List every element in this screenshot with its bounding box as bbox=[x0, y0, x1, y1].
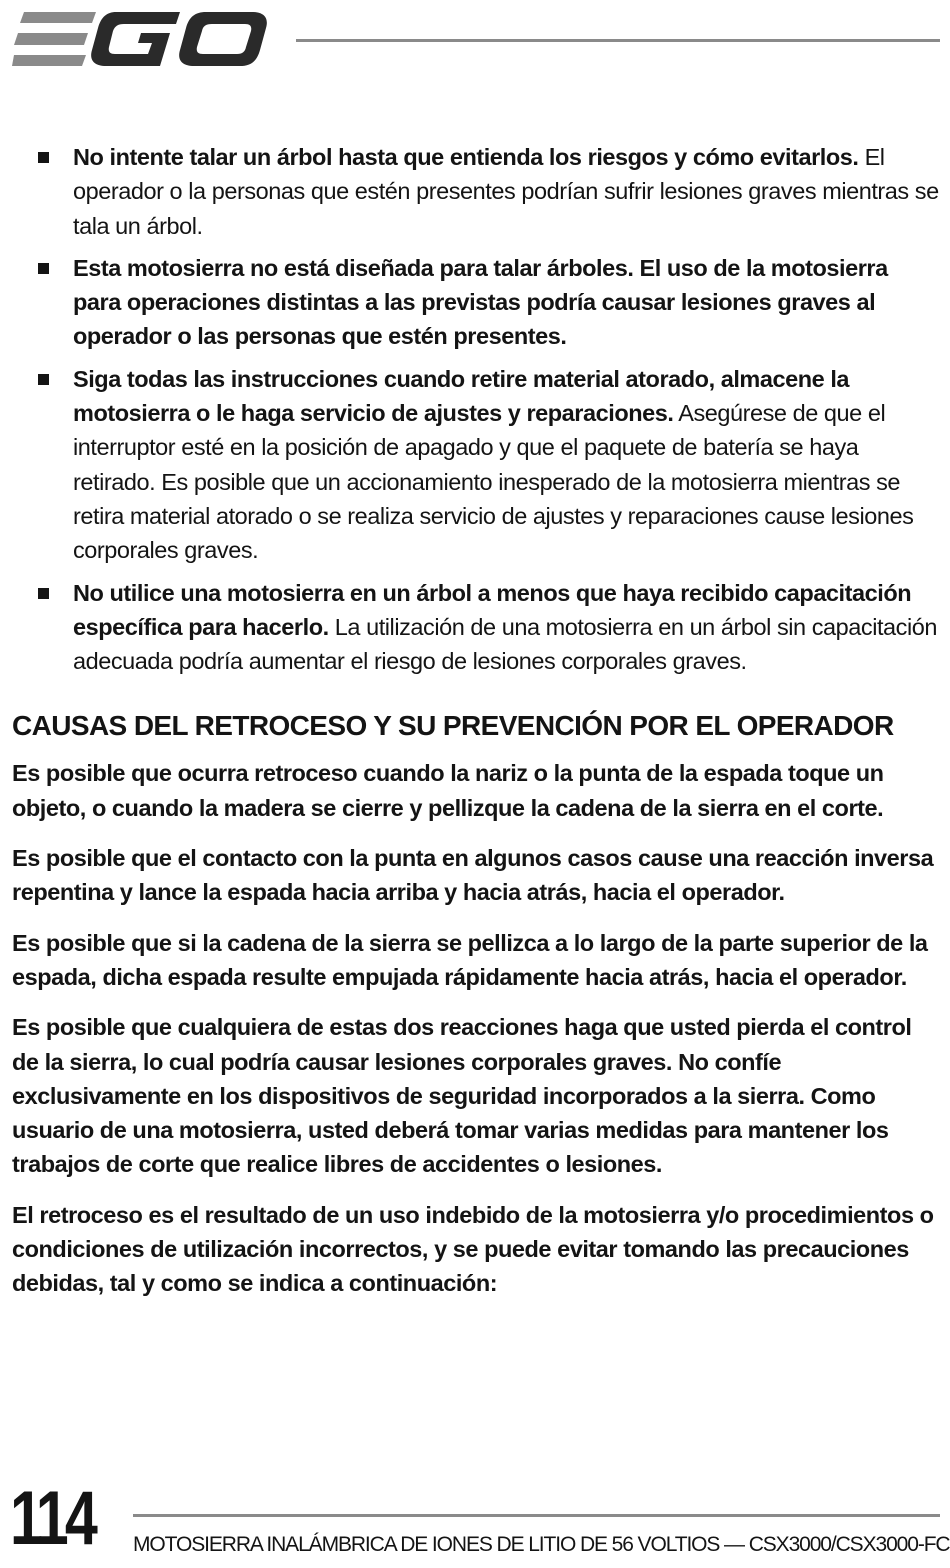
warning-list bbox=[12, 140, 940, 678]
logo-letter-e bbox=[12, 12, 96, 66]
header-rule bbox=[296, 39, 940, 42]
ego-logo bbox=[12, 10, 270, 68]
square-bullet-icon bbox=[38, 374, 49, 385]
warning-item bbox=[12, 362, 940, 568]
square-bullet-icon bbox=[38, 263, 49, 274]
page-footer bbox=[0, 1476, 950, 1568]
warning-bold-text: Siga todas las instrucciones cuando retire material atorado, almacene la motosierra o le haga servicio de ajustes y reparaciones. bbox=[73, 365, 850, 427]
square-bullet-icon bbox=[38, 588, 49, 599]
section-paragraph: Es posible que si la cadena de la sierra se pellizca a lo largo de la parte superior de la espada, dicha espada resulte empujada rápidamente hacia atrás, hacia el operador. bbox=[12, 929, 928, 990]
logo-letters-go bbox=[91, 12, 267, 66]
footer-product-title: MOTOSIERRA INALÁMBRICA DE IONES DE LITIO DE 56 VOLTIOS — CSX3000/CSX3000-FC bbox=[133, 1533, 950, 1556]
page-content bbox=[12, 140, 940, 1317]
square-bullet-icon bbox=[38, 152, 49, 163]
warning-normal-text: La utilización de una motosierra en un árbol sin capacitación adecuada podría aumentar el riesgo de lesiones corporales graves. bbox=[73, 613, 937, 675]
page-number: 114 bbox=[10, 1476, 94, 1561]
warning-item bbox=[12, 140, 940, 243]
section-paragraph: Es posible que cualquiera de estas dos reacciones haga que usted pierda el control de la sierra, lo cual podría causar lesiones corporales graves. No confíe exclusivamente en los dispositivos de seguridad incorporados a la sierra. Como usuario de una motosierra, usted deberá tomar varias medidas para mantener los trabajos de corte que realice libres de accidentes o lesiones. bbox=[12, 1014, 912, 1178]
section-paragraph: Es posible que ocurra retroceso cuando la nariz o la punta de la espada toque un objeto, o cuando la madera se cierre y pellizque la cadena de la sierra en el corte. bbox=[12, 760, 884, 821]
section-paragraph: El retroceso es el resultado de un uso indebido de la motosierra y/o procedimientos o condiciones de utilización incorrectos, y se puede evitar tomando las precauciones debidas, tal y como se indica a continuación: bbox=[12, 1201, 934, 1297]
warning-item bbox=[12, 251, 940, 354]
warning-item bbox=[12, 576, 940, 679]
warning-bold-text: Esta motosierra no está diseñada para talar árboles. El uso de la motosierra para operaciones distintas a las previstas podría causar lesiones graves al operador o las personas que estén presentes. bbox=[73, 254, 888, 350]
warning-bold-text: No intente talar un árbol hasta que entienda los riesgos y cómo evitarlos. bbox=[73, 144, 859, 170]
section-title: CAUSAS DEL RETROCESO Y SU PREVENCIÓN POR EL OPERADOR bbox=[12, 710, 894, 742]
warning-normal-text: El operador o la personas que estén presentes podrían sufrir lesiones graves mientras se tala un árbol. bbox=[73, 144, 939, 239]
footer-rule bbox=[133, 1514, 940, 1517]
section-paragraph: Es posible que el contacto con la punta en algunos casos cause una reacción inversa repentina y lance la espada hacia arriba y hacia atrás, hacia el operador. bbox=[12, 845, 934, 906]
warning-normal-text: Asegúrese de que el interruptor esté en la posición de apagado y que el paquete de batería se haya retirado. Es posible que un accionamiento inesperado de la motosierra mientras se retira material atorado o se realiza servicio de ajustes y reparaciones cause lesiones corporales graves. bbox=[73, 400, 914, 564]
warning-bold-text: No utilice una motosierra en un árbol a menos que haya recibido capacitación específica para hacerlo. bbox=[73, 579, 912, 640]
page-header bbox=[0, 0, 950, 80]
